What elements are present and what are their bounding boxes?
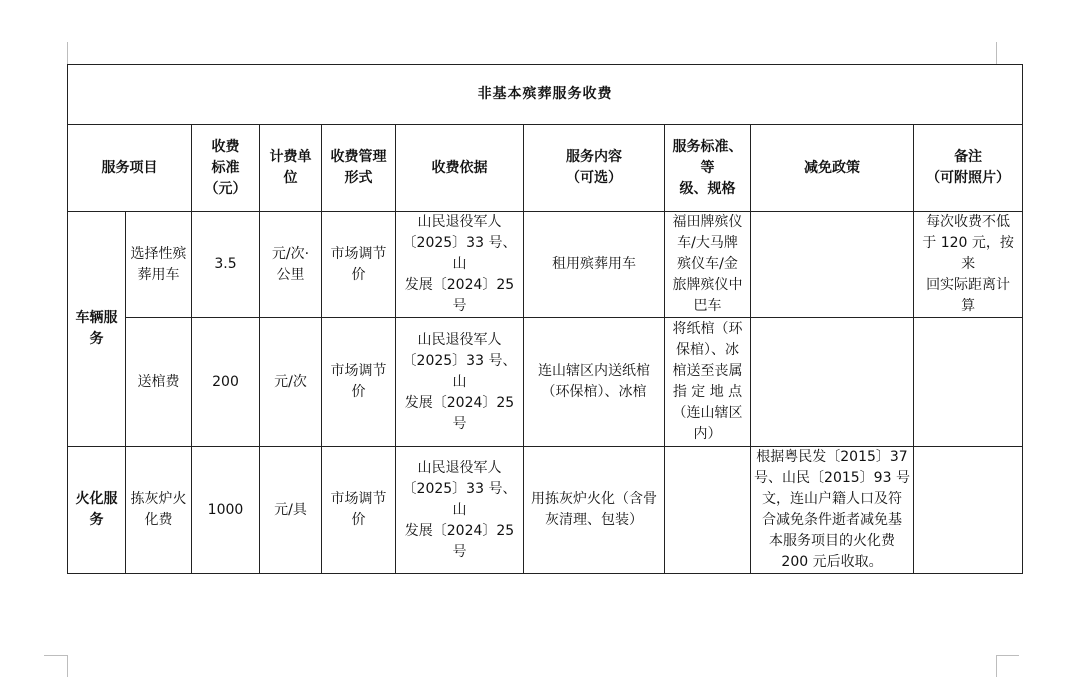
crop-mark-top-right-v xyxy=(996,42,997,64)
header-reduction-policy: 减免政策 xyxy=(751,125,914,212)
crop-mark-bottom-left-h xyxy=(44,655,67,656)
service-spec: 将纸棺（环 保棺）、冰 棺送至丧属 指 定 地 点 （连山辖区 内） xyxy=(665,318,751,447)
header-billing-unit: 计费单位 xyxy=(260,125,322,212)
crop-mark-bottom-left-v xyxy=(67,655,68,677)
fee-basis: 山民退役军人 〔2025〕33 号、山 发展〔2024〕25 号 xyxy=(396,318,524,447)
billing-unit: 元/具 xyxy=(260,447,322,574)
header-fee-standard: 收费 标准（元） xyxy=(192,125,260,212)
fee-basis: 山民退役军人 〔2025〕33 号、山 发展〔2024〕25 号 xyxy=(396,212,524,318)
fee-basis: 山民退役军人 〔2025〕33 号、山 发展〔2024〕25 号 xyxy=(396,447,524,574)
service-spec: 福田牌殡仪 车/大马牌 殡仪车/金 旅牌殡仪中 巴车 xyxy=(665,212,751,318)
table-row xyxy=(68,318,1023,447)
reduction-policy: 根据粤民发〔2015〕37 号、山民〔2015〕93 号 文，连山户籍人口及符 合减免条件逝者减免基 本服务项目的火化费 200 元后收取。 xyxy=(751,447,914,574)
fee-management: 市场调节 价 xyxy=(322,447,396,574)
fee-price: 200 xyxy=(192,318,260,447)
header-service-spec: 服务标准、等 级、规格 xyxy=(665,125,751,212)
header-remark: 备注 （可附照片） xyxy=(914,125,1023,212)
header-service-content: 服务内容 （可选） xyxy=(524,125,665,212)
service-spec xyxy=(665,447,751,574)
header-fee-basis: 收费依据 xyxy=(396,125,524,212)
fee-management: 市场调节 价 xyxy=(322,318,396,447)
header-fee-management: 收费管理 形式 xyxy=(322,125,396,212)
remark: 每次收费不低 于 120 元，按来 回实际距离计 算 xyxy=(914,212,1023,318)
reduction-policy xyxy=(751,318,914,447)
remark xyxy=(914,318,1023,447)
remark xyxy=(914,447,1023,574)
service-name: 选择性殡 葬用车 xyxy=(126,212,192,318)
service-content: 连山辖区内送纸棺 （环保棺）、冰棺 xyxy=(524,318,665,447)
billing-unit: 元/次 xyxy=(260,318,322,447)
fee-table xyxy=(67,64,1023,574)
fee-price: 3.5 xyxy=(192,212,260,318)
service-content: 用拣灰炉火化（含骨 灰清理、包装） xyxy=(524,447,665,574)
service-name: 送棺费 xyxy=(126,318,192,447)
table-title: 非基本殡葬服务收费 xyxy=(68,65,1023,125)
service-name: 拣灰炉火 化费 xyxy=(126,447,192,574)
fee-price: 1000 xyxy=(192,447,260,574)
crop-mark-bottom-right-h xyxy=(996,655,1019,656)
billing-unit: 元/次· 公里 xyxy=(260,212,322,318)
table-row xyxy=(68,447,1023,574)
category-cremation-service: 火化服 务 xyxy=(68,447,126,574)
service-content: 租用殡葬用车 xyxy=(524,212,665,318)
table-row xyxy=(68,212,1023,318)
header-service-item: 服务项目 xyxy=(68,125,192,212)
category-vehicle-service: 车辆服 务 xyxy=(68,212,126,447)
crop-mark-bottom-right-v xyxy=(996,655,997,677)
fee-management: 市场调节 价 xyxy=(322,212,396,318)
reduction-policy xyxy=(751,212,914,318)
crop-mark-top-left-v xyxy=(67,42,68,64)
